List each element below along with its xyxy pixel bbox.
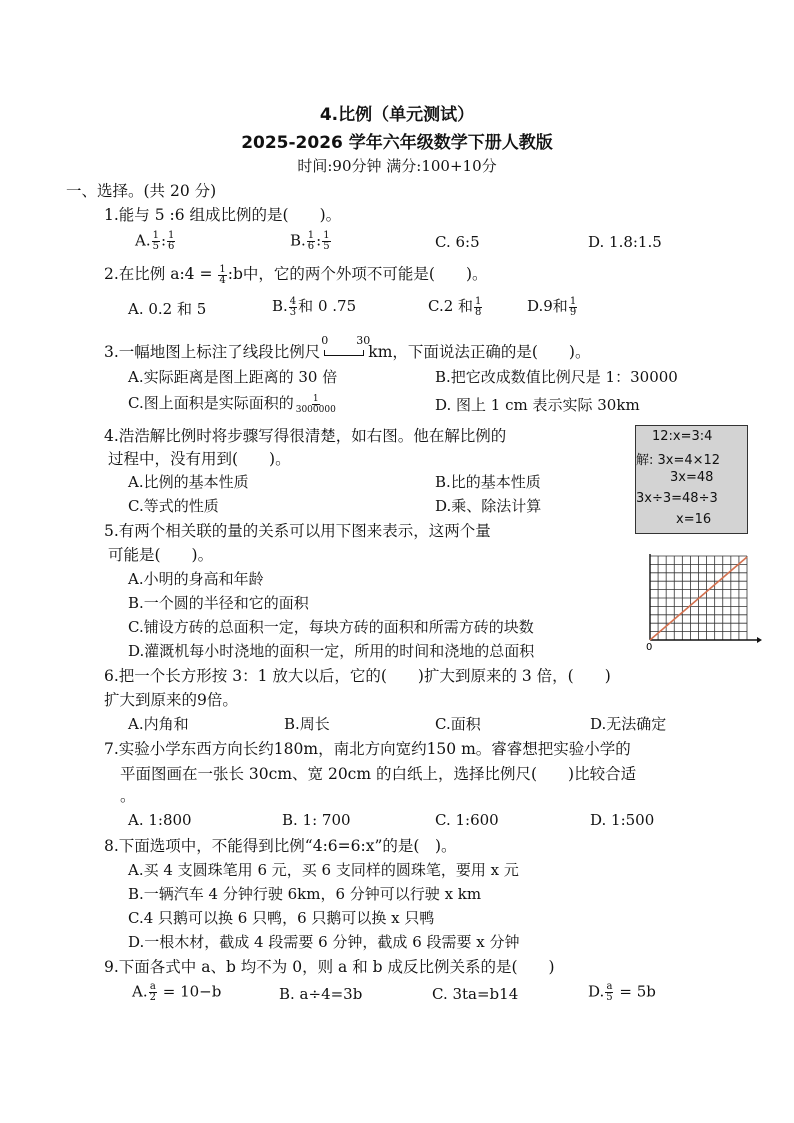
question-2-stem — [104, 262, 488, 286]
q1-option-c[interactable]: C. 6:5 — [435, 233, 480, 251]
q1-a-n1: 1 — [152, 230, 159, 241]
q5-option-a[interactable]: A.小明的身高和年龄 — [128, 570, 264, 588]
q1-a-d2: 6 — [168, 241, 175, 252]
question-6-stem-line2: 扩大到原来的9倍。 — [104, 691, 238, 709]
q2-b-d: 3 — [289, 306, 297, 318]
q1-b-frac1 — [307, 231, 315, 252]
q9-d-d: 5 — [606, 992, 613, 1003]
q1-a-frac2 — [167, 231, 175, 252]
q5-option-c[interactable]: C.铺设方砖的总面积一定，每块方砖的面积和所需方砖的块数 — [128, 618, 534, 636]
q3-stem-post: km，下面说法正确的是( )。 — [368, 343, 591, 361]
solution-steps-box — [635, 425, 748, 534]
q2-d-n: 1 — [569, 295, 577, 307]
q5-option-b[interactable]: B.一个圆的半径和它的面积 — [128, 594, 309, 612]
step-line-1: 12:x=3:4 — [652, 429, 713, 444]
q1-a-d1: 5 — [152, 241, 159, 252]
q5-option-d[interactable]: D.灌溉机每小时浇地的面积一定，所用的时间和浇地的总面积 — [128, 642, 535, 660]
page-title: 4.比例（单元测试） — [319, 105, 475, 125]
q2-b-pre: B. — [272, 297, 288, 315]
q1-a-prefix: A. — [135, 231, 151, 250]
q4-option-d[interactable]: D.乘、除法计算 — [435, 497, 542, 515]
step-line-5: x=16 — [676, 512, 712, 527]
step-line-2: 解: 3x=4×12 — [636, 453, 721, 468]
q2-d-pre: D.9和 — [527, 297, 568, 315]
scale-label-30: 30 — [356, 334, 371, 347]
q1-option-d[interactable]: D. 1.8:1.5 — [588, 233, 662, 251]
question-5-stem-line2: 可能是( )。 — [108, 546, 214, 564]
question-5-stem-line1: 5.有两个相关联的量的关系可以用下图来表示，这两个量 — [104, 522, 491, 540]
q6-option-a[interactable]: A.内角和 — [128, 715, 189, 733]
exam-meta: 时间:90分钟 满分:100+10分 — [297, 157, 497, 175]
q2-option-d[interactable] — [527, 295, 578, 318]
q3-option-a[interactable]: A.实际距离是图上距离的 30 倍 — [128, 368, 338, 386]
q9-a-post: = 10−b — [157, 982, 222, 1001]
scale-line — [324, 355, 364, 356]
q9-a-frac — [149, 982, 157, 1003]
q7-option-c[interactable]: C. 1:600 — [435, 811, 499, 829]
q9-a-pre: A. — [132, 982, 148, 1001]
page-subtitle: 2025-2026 学年六年级数学下册人教版 — [241, 133, 553, 153]
scale-tick-end — [363, 350, 364, 356]
q9-d-post: = 5b — [614, 982, 656, 1001]
q3-c-frac — [295, 394, 337, 415]
q1-a-sep: : — [160, 231, 167, 250]
q2-c-frac — [474, 297, 482, 318]
q1-option-a[interactable] — [135, 231, 176, 252]
q6-option-d[interactable]: D.无法确定 — [590, 715, 667, 733]
q6-option-b[interactable]: B.周长 — [284, 715, 330, 733]
q1-b-n1: 1 — [307, 230, 315, 241]
graph-origin-label: 0 — [646, 642, 653, 650]
q2-c-d: 8 — [475, 306, 482, 318]
q3-c-d: 3000000 — [295, 404, 336, 415]
q2-option-b[interactable] — [272, 295, 356, 318]
q2-stem-pre: 2.在比例 a:4 = — [104, 265, 218, 283]
q9-option-d[interactable] — [588, 982, 656, 1003]
question-7-stem-line2: 平面图画在一张长 30cm、宽 20cm 的白纸上，选择比例尺( )比较合适 — [120, 765, 637, 783]
step-line-4: 3x÷3=48÷3 — [636, 491, 718, 506]
q6-option-c[interactable]: C.面积 — [435, 715, 481, 733]
question-4-stem-line1: 4.浩浩解比例时将步骤写得很清楚，如右图。他在解比例的 — [104, 427, 507, 445]
q3-c-pre: C.图上面积是实际面积的 — [128, 394, 294, 412]
q7-option-a[interactable]: A. 1:800 — [128, 811, 192, 829]
q8-option-a[interactable]: A.买 4 支圆珠笔用 6 元，买 6 支同样的圆珠笔，要用 x 元 — [128, 861, 519, 879]
step-line-3: 3x=48 — [670, 470, 714, 485]
q2-stem-d: 4 — [219, 274, 226, 286]
q1-b-prefix: B. — [290, 231, 306, 250]
question-7-stem-line1: 7.实验小学东西方向长约180m，南北方向宽约150 m。睿睿想把实验小学的 — [104, 740, 631, 758]
q2-d-frac — [569, 297, 577, 318]
q9-a-n: a — [149, 981, 156, 992]
q9-option-a[interactable] — [132, 982, 221, 1003]
q9-option-c[interactable]: C. 3ta=b14 — [432, 985, 519, 1003]
q1-b-frac2 — [322, 231, 330, 252]
q1-b-d2: 5 — [323, 241, 330, 252]
q1-a-n2: 1 — [168, 230, 175, 241]
q2-b-frac — [289, 297, 297, 318]
q2-option-c[interactable] — [428, 295, 483, 318]
q8-option-b[interactable]: B.一辆汽车 4 分钟行驶 6km，6 分钟可以行驶 x km — [128, 885, 482, 903]
question-3-stem — [104, 334, 591, 362]
q2-d-d: 9 — [569, 306, 577, 318]
x-axis-arrow — [757, 637, 762, 643]
q2-stem-frac — [218, 265, 226, 286]
q8-option-c[interactable]: C.4 只鹅可以换 6 只鸭，6 只鹅可以换 x 只鸭 — [128, 909, 435, 927]
line-scale-ruler — [321, 334, 371, 360]
scale-tick-start — [324, 350, 325, 356]
q7-option-d[interactable]: D. 1:500 — [590, 811, 655, 829]
q9-d-n: a — [606, 981, 613, 992]
q2-stem-post: :b中，它的两个外项不可能是( )。 — [227, 265, 488, 283]
q9-d-pre: D. — [588, 982, 605, 1001]
q9-d-frac — [605, 982, 613, 1003]
q1-b-d1: 6 — [307, 241, 315, 252]
q9-option-b[interactable]: B. a÷4=3b — [279, 985, 363, 1003]
question-4-stem-line2: 过程中，没有用到( )。 — [108, 450, 291, 468]
q2-option-a[interactable]: A. 0.2 和 5 — [128, 300, 207, 318]
q2-c-pre: C.2 和 — [428, 297, 474, 315]
q3-option-c[interactable] — [128, 392, 338, 415]
question-9-stem: 9.下面各式中 a、b 均不为 0，则 a 和 b 成反比例关系的是( ) — [104, 958, 555, 976]
q3-stem-pre: 3.一幅地图上标注了线段比例尺 — [104, 343, 321, 361]
q1-option-b[interactable] — [290, 231, 332, 252]
question-6-stem-line1: 6.把一个长方形按 3：1 放大以后，它的( )扩大到原来的 3 倍，( ) — [104, 667, 611, 685]
question-1-stem: 1.能与 5 :6 组成比例的是( )。 — [104, 206, 342, 224]
q7-option-b[interactable]: B. 1: 700 — [282, 811, 351, 829]
question-7-stem-line3: 。 — [120, 787, 136, 805]
scale-label-0: 0 — [321, 334, 329, 347]
q3-option-d[interactable]: D. 图上 1 cm 表示实际 30km — [435, 396, 640, 414]
q4-option-a[interactable]: A.比例的基本性质 — [128, 473, 249, 491]
q8-option-d[interactable]: D.一根木材，截成 4 段需要 6 分钟，截成 6 段需要 x 分钟 — [128, 933, 520, 951]
q1-b-sep: : — [316, 231, 322, 250]
q2-stem-n: 1 — [219, 263, 226, 275]
proportional-line-graph — [640, 550, 764, 650]
q2-c-n: 1 — [475, 295, 482, 307]
q2-b-n: 4 — [289, 295, 297, 307]
section-heading: 一、选择。(共 20 分) — [66, 182, 217, 200]
q1-a-frac1 — [152, 231, 160, 252]
q3-c-n: 1 — [312, 393, 319, 404]
q4-option-b[interactable]: B.比的基本性质 — [435, 473, 541, 491]
q1-b-n2: 1 — [323, 230, 330, 241]
q4-option-c[interactable]: C.等式的性质 — [128, 497, 219, 515]
q3-option-b[interactable]: B.把它改成数值比例尺是 1：30000 — [435, 368, 678, 386]
question-8-stem: 8.下面选项中，不能得到比例“4:6=6:x”的是( )。 — [104, 837, 457, 855]
q2-b-post: 和 0 .75 — [298, 297, 357, 315]
q9-a-d: 2 — [149, 992, 156, 1003]
